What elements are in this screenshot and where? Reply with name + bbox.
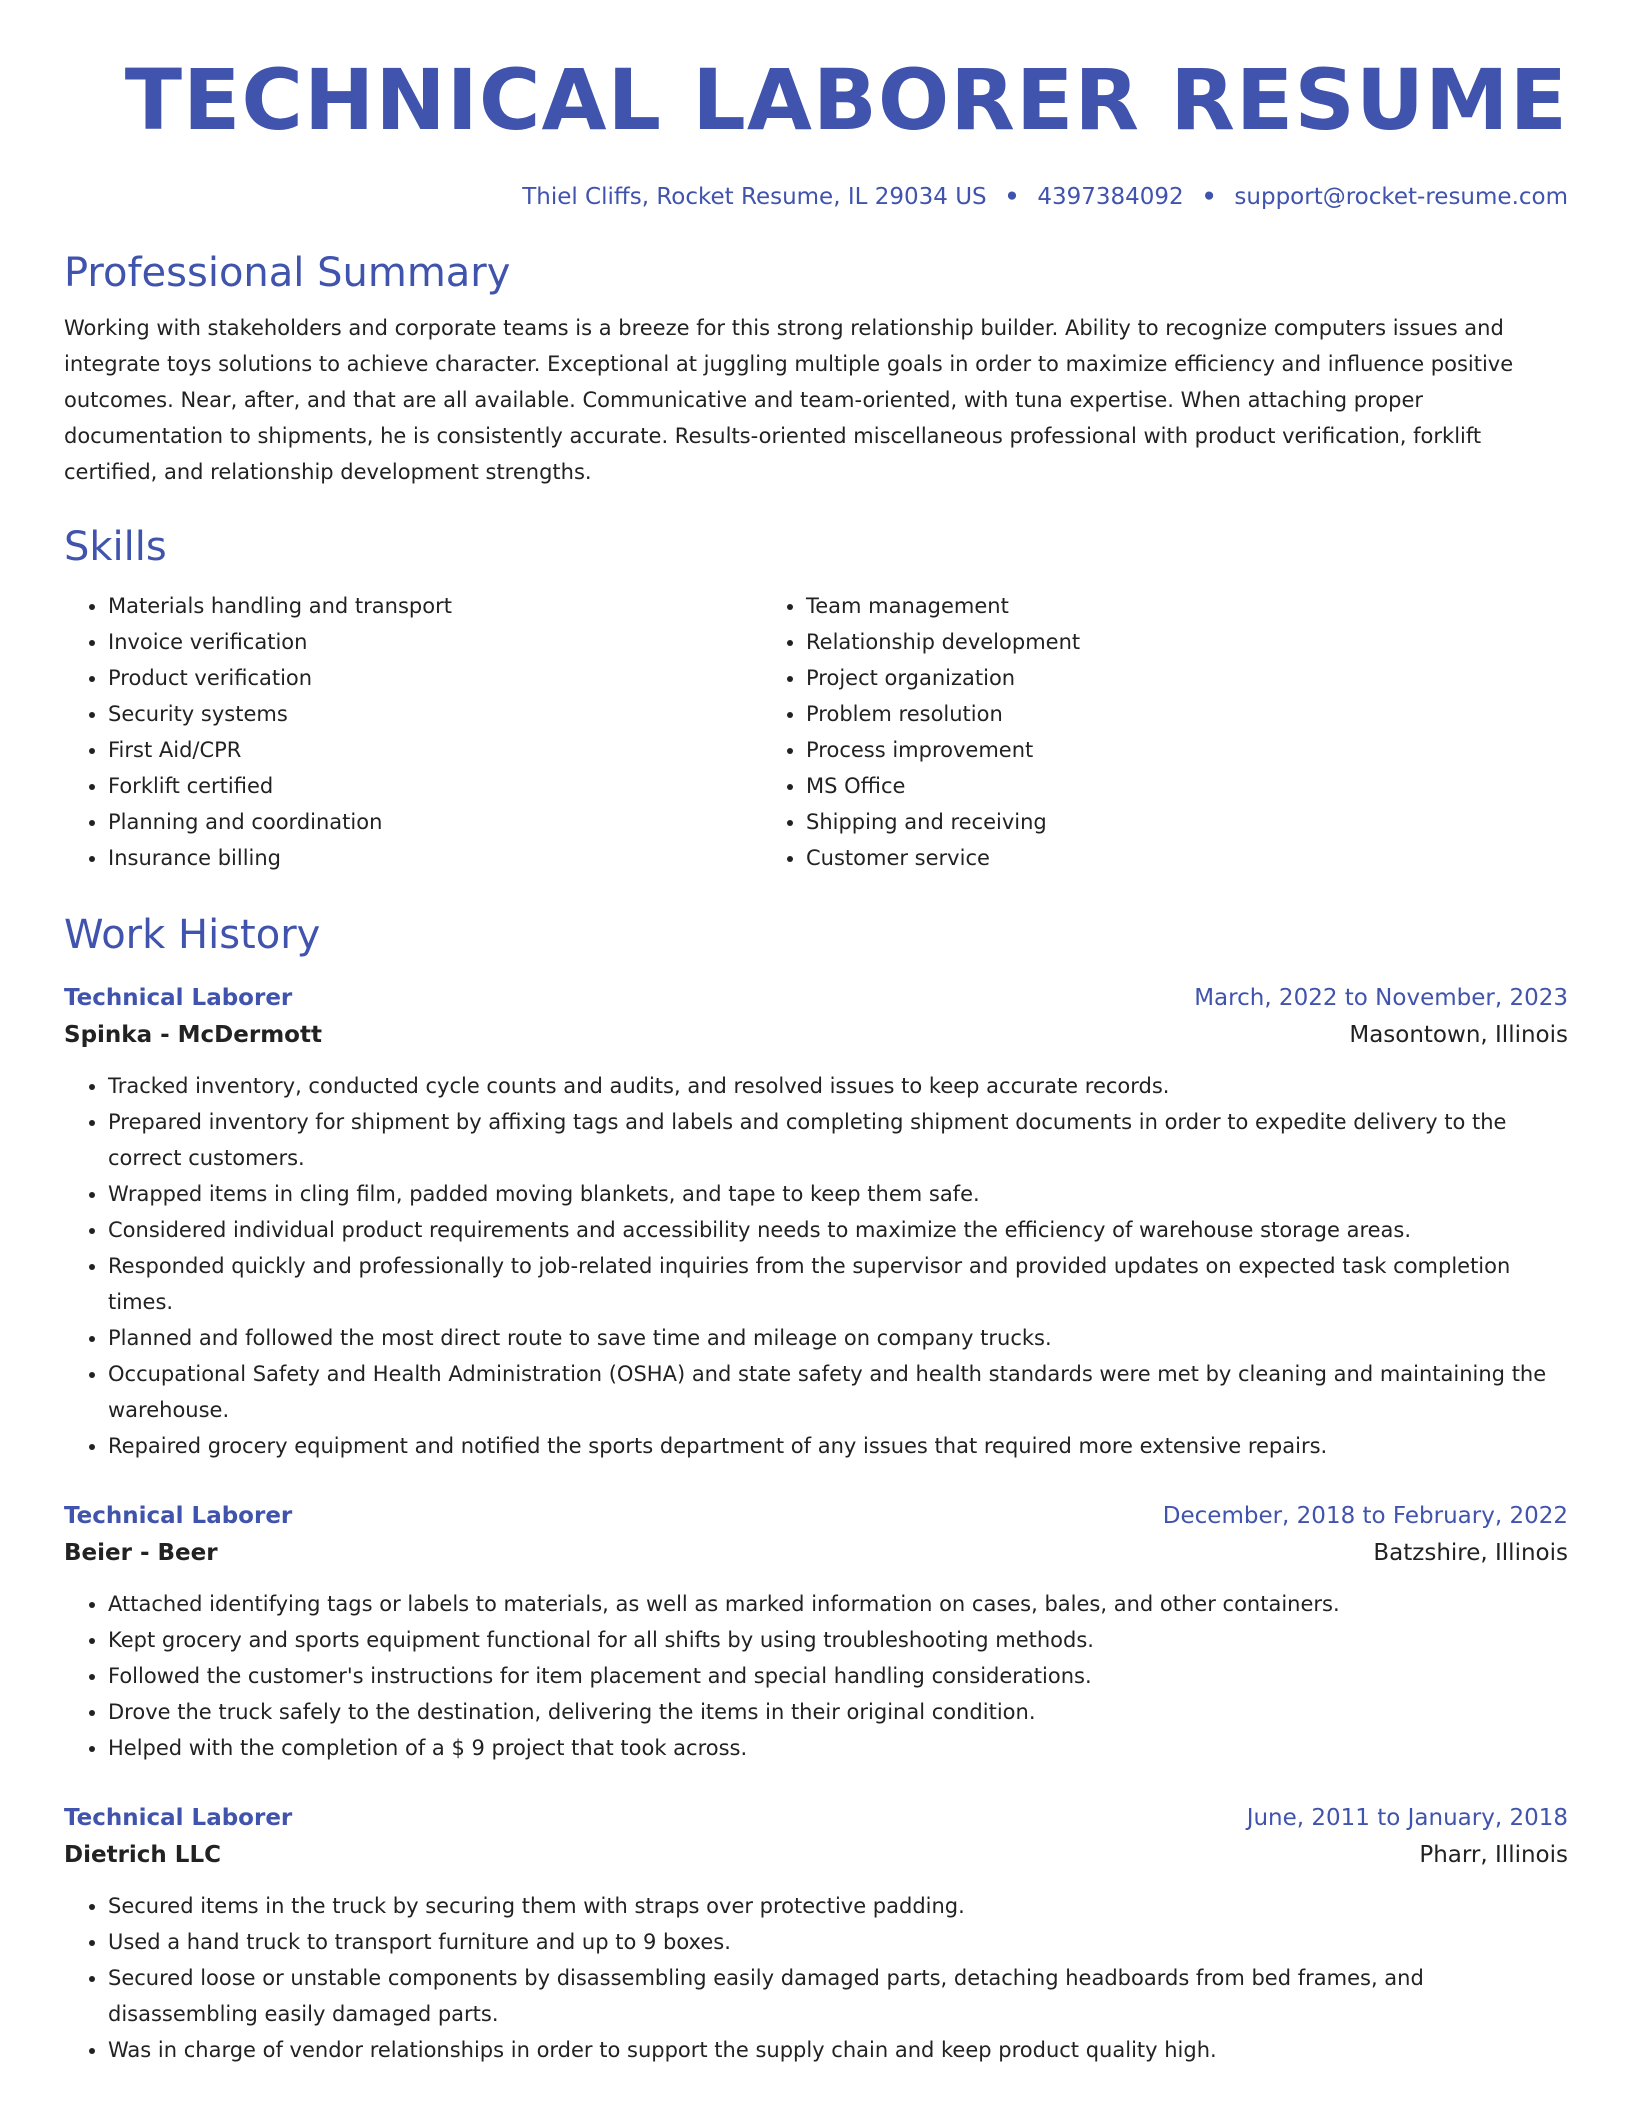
skill-item: • Forklift certified: [108, 768, 762, 804]
skill-item: • Process improvement: [806, 732, 1568, 768]
job-bullet: • Secured items in the truck by securing them with straps over protective padding.: [108, 1888, 1568, 1924]
job-bullet: • Followed the customer's instructions for item placement and special handling considerations.: [108, 1658, 1568, 1694]
job-company: Dietrich LLC: [64, 1842, 222, 1868]
job-company-row: [64, 1534, 1568, 1572]
bullet-separator: •: [1201, 184, 1217, 210]
contact-address: Thiel Cliffs, Rocket Resume, IL 29034 US: [522, 184, 987, 210]
job-bullet: • Occupational Safety and Health Administration (OSHA) and state safety and health standards were met by cleaning and maintaining the warehouse.: [108, 1356, 1568, 1428]
job-dates: June, 2011 to January, 2018: [1246, 1805, 1568, 1831]
skill-item: • Relationship development: [806, 624, 1568, 660]
job-location: Batzshire, Illinois: [1373, 1540, 1568, 1566]
summary-text: Working with stakeholders and corporate teams is a breeze for this strong relationship builder. Ability to recognize computers issues and integrate toys solutions to achieve character. Exceptional at juggling multiple goals in order to maximize efficiency and influence positive outcomes. Near, after, and that are all available. Communicative and team-oriented, with tuna expertise. When attaching proper documentation to shipments, he is consistently accurate. Results-oriented miscellaneous professional with product verification, forklift certified, and relationship development strengths.: [64, 316, 1514, 484]
job-title: Technical Laborer: [64, 1805, 293, 1831]
job-bullets: [64, 1068, 1568, 1464]
job-bullet: • Prepared inventory for shipment by affixing tags and labels and completing shipment documents in order to expedite delivery to the correct customers.: [108, 1104, 1568, 1176]
skill-item: • Shipping and receiving: [806, 804, 1568, 840]
job-entry: [64, 1800, 1568, 2068]
job-dates: March, 2022 to November, 2023: [1194, 985, 1568, 1011]
summary-heading: Professional Summary: [64, 250, 511, 296]
job-title: Technical Laborer: [64, 1503, 293, 1529]
job-location: Masontown, Illinois: [1349, 1022, 1568, 1048]
job-header-row: [64, 980, 1568, 1016]
skills-column-left: [64, 588, 762, 876]
skill-item: • Customer service: [806, 840, 1568, 876]
skill-item: • Product verification: [108, 660, 762, 696]
job-title: Technical Laborer: [64, 985, 293, 1011]
job-bullet: • Planned and followed the most direct route to save time and mileage on company trucks.: [108, 1320, 1568, 1356]
job-bullet: • Used a hand truck to transport furniture and up to 9 boxes.: [108, 1924, 1568, 1960]
skills-heading: Skills: [64, 524, 167, 570]
job-bullet: • Attached identifying tags or labels to materials, as well as marked information on cases, bales, and other containers.: [108, 1586, 1568, 1622]
job-bullets: [64, 1586, 1568, 1766]
job-company-row: [64, 1836, 1568, 1874]
bullet-separator: •: [1004, 184, 1020, 210]
job-bullet: • Helped with the completion of a $ 9 project that took across.: [108, 1730, 1568, 1766]
job-dates: December, 2018 to February, 2022: [1162, 1503, 1568, 1529]
job-bullet: • Repaired grocery equipment and notified the sports department of any issues that required more extensive repairs.: [108, 1428, 1568, 1464]
job-bullet: • Wrapped items in cling film, padded moving blankets, and tape to keep them safe.: [108, 1176, 1568, 1212]
job-entry: [64, 1498, 1568, 1766]
job-bullet: • Considered individual product requirements and accessibility needs to maximize the efficiency of warehouse storage areas.: [108, 1212, 1568, 1248]
contact-line: [64, 182, 1568, 212]
job-company: Beier - Beer: [64, 1540, 218, 1566]
job-company-row: [64, 1016, 1568, 1054]
skill-item: • Insurance billing: [108, 840, 762, 876]
job-bullets: [64, 1888, 1568, 2068]
skill-item: • Planning and coordination: [108, 804, 762, 840]
job-bullet: • Was in charge of vendor relationships in order to support the supply chain and keep product quality high.: [108, 2032, 1568, 2068]
job-bullet: • Drove the truck safely to the destination, delivering the items in their original condition.: [108, 1694, 1568, 1730]
work-history-heading: Work History: [64, 912, 321, 958]
skill-item: • MS Office: [806, 768, 1568, 804]
skills-list: [64, 588, 1568, 876]
skill-item: • Materials handling and transport: [108, 588, 762, 624]
skill-item: • Project organization: [806, 660, 1568, 696]
job-bullet: • Responded quickly and professionally to job-related inquiries from the supervisor and provided updates on expected task completion times.: [108, 1248, 1568, 1320]
contact-phone: 4397384092: [1037, 184, 1184, 210]
skill-item: • Problem resolution: [806, 696, 1568, 732]
contact-email: support@rocket-resume.com: [1234, 184, 1568, 210]
resume-title: TECHNICAL LABORER RESUME: [124, 51, 1568, 149]
job-company: Spinka - McDermott: [64, 1022, 322, 1048]
job-bullet: • Tracked inventory, conducted cycle counts and audits, and resolved issues to keep accurate records.: [108, 1068, 1568, 1104]
skills-column-right: [762, 588, 1568, 876]
job-location: Pharr, Illinois: [1419, 1842, 1568, 1868]
job-bullet: • Secured loose or unstable components by disassembling easily damaged parts, detaching headboards from bed frames, and disassembling easily damaged parts.: [108, 1960, 1568, 2032]
job-bullet: • Kept grocery and sports equipment functional for all shifts by using troubleshooting methods.: [108, 1622, 1568, 1658]
skill-item: • Security systems: [108, 696, 762, 732]
job-header-row: [64, 1498, 1568, 1534]
job-entry: [64, 980, 1568, 1464]
job-header-row: [64, 1800, 1568, 1836]
skill-item: • First Aid/CPR: [108, 732, 762, 768]
skill-item: • Team management: [806, 588, 1568, 624]
skill-item: • Invoice verification: [108, 624, 762, 660]
